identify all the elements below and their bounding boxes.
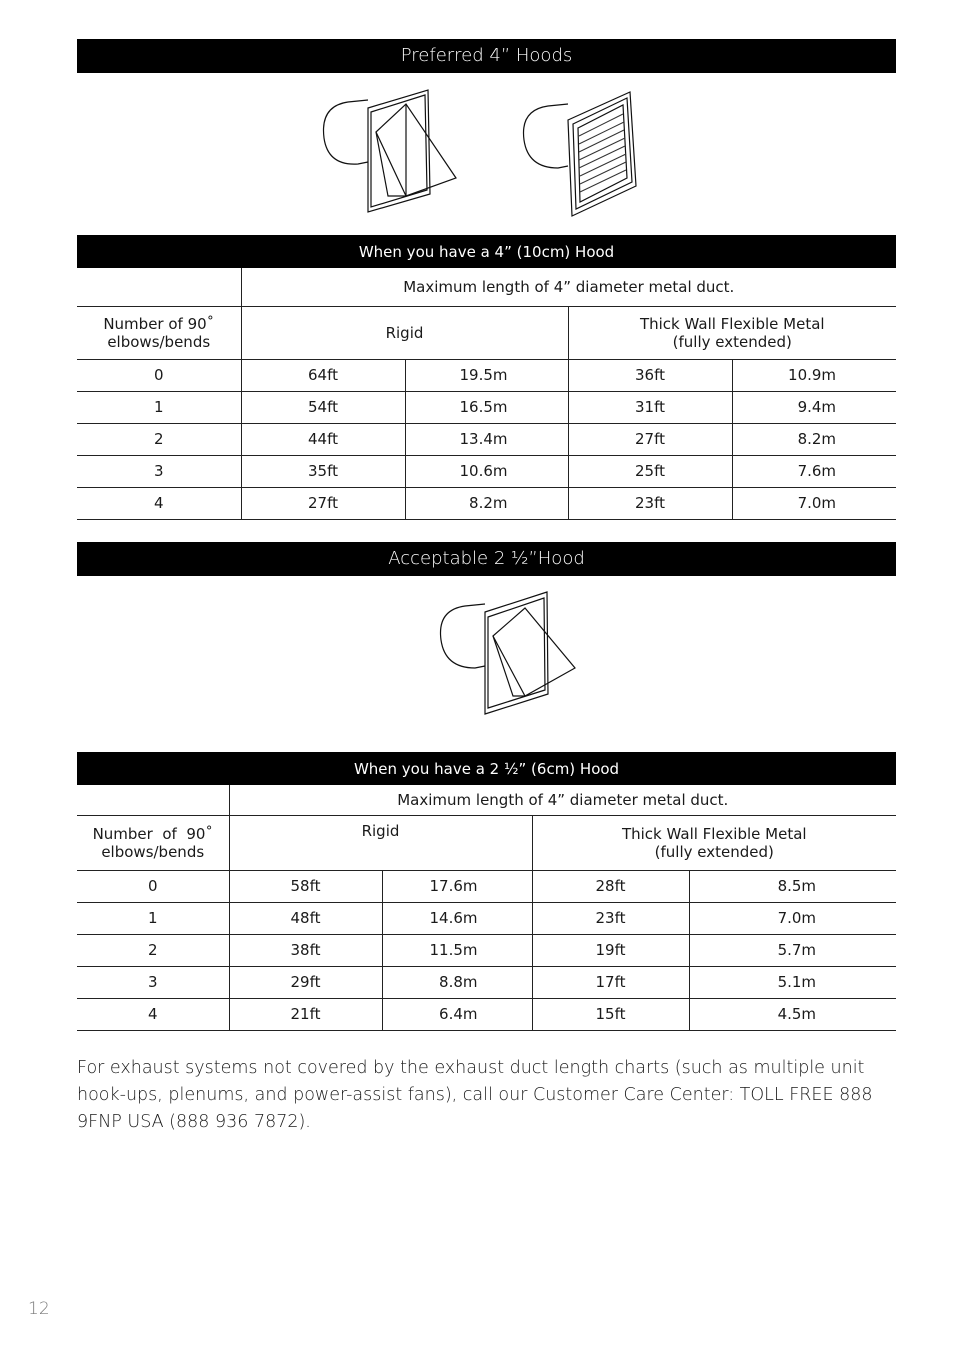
table-subheader-row — [77, 268, 896, 306]
flex-m-cell: 4.5m — [689, 998, 896, 1030]
table-title-row — [77, 235, 896, 268]
flex-m-cell: 7.6m — [732, 455, 896, 487]
table-row — [77, 423, 896, 455]
rigid-m-cell: 17.6m — [382, 870, 532, 902]
elbow-count-cell: 4 — [77, 998, 229, 1030]
flex-header: Thick Wall Flexible Metal (fully extended) — [568, 306, 896, 359]
flex-m-cell: 9.4m — [732, 391, 896, 423]
flex-ft-cell: 15ft — [532, 998, 689, 1030]
rigid-ft-cell: 27ft — [241, 487, 405, 519]
table-column-header-row — [77, 306, 896, 359]
section-header-acceptable — [77, 542, 896, 576]
rigid-ft-cell: 29ft — [229, 966, 382, 998]
flex-ft-cell: 28ft — [532, 870, 689, 902]
elbow-count-cell: 4 — [77, 487, 241, 519]
section-title: Preferred 4” Hoods — [400, 45, 573, 66]
table-title: When you have a 2 ½” (6cm) Hood — [77, 752, 896, 785]
flex-header: Thick Wall Flexible Metal (fully extended) — [532, 815, 896, 870]
table-row — [77, 359, 896, 391]
louvered-hood-illustration — [518, 90, 642, 220]
elbow-count-cell: 3 — [77, 455, 241, 487]
flex-m-cell: 8.2m — [732, 423, 896, 455]
flex-ft-cell: 23ft — [532, 902, 689, 934]
flex-m-cell: 8.5m — [689, 870, 896, 902]
max-length-header: Maximum length of 4” diameter metal duct. — [229, 785, 896, 815]
elbow-count-cell: 1 — [77, 391, 241, 423]
duct-length-table-4in — [77, 235, 896, 520]
flex-ft-cell: 31ft — [568, 391, 732, 423]
rigid-m-cell: 6.4m — [382, 998, 532, 1030]
max-length-header: Maximum length of 4” diameter metal duct. — [241, 268, 896, 306]
flex-ft-cell: 27ft — [568, 423, 732, 455]
flex-ft-cell: 25ft — [568, 455, 732, 487]
flex-m-cell: 7.0m — [732, 487, 896, 519]
table-row — [77, 902, 896, 934]
rigid-m-cell: 8.2m — [405, 487, 568, 519]
elbows-header: Number of 90˚ elbows/bends — [77, 306, 241, 359]
table-title: When you have a 4” (10cm) Hood — [77, 235, 896, 268]
rigid-m-cell: 19.5m — [405, 359, 568, 391]
rigid-header: Rigid — [229, 815, 532, 870]
elbow-count-cell: 3 — [77, 966, 229, 998]
damper-hood-illustration — [318, 88, 468, 216]
table-row — [77, 391, 896, 423]
elbow-count-cell: 2 — [77, 934, 229, 966]
rigid-m-cell: 8.8m — [382, 966, 532, 998]
table-row — [77, 455, 896, 487]
rigid-ft-cell: 64ft — [241, 359, 405, 391]
flex-m-cell: 10.9m — [732, 359, 896, 391]
rigid-ft-cell: 54ft — [241, 391, 405, 423]
table-row — [77, 487, 896, 519]
flex-ft-cell: 17ft — [532, 966, 689, 998]
rigid-ft-cell: 38ft — [229, 934, 382, 966]
elbows-header: Number of 90˚ elbows/bends — [77, 815, 229, 870]
rigid-ft-cell: 44ft — [241, 423, 405, 455]
elbow-count-cell: 1 — [77, 902, 229, 934]
section-header-preferred — [77, 39, 896, 73]
elbow-count-cell: 2 — [77, 423, 241, 455]
rigid-ft-cell: 21ft — [229, 998, 382, 1030]
rigid-ft-cell: 35ft — [241, 455, 405, 487]
flex-ft-cell: 23ft — [568, 487, 732, 519]
rigid-m-cell: 16.5m — [405, 391, 568, 423]
duct-length-table-2half-in — [77, 752, 896, 1031]
elbow-count-cell: 0 — [77, 359, 241, 391]
rigid-ft-cell: 48ft — [229, 902, 382, 934]
elbow-count-cell: 0 — [77, 870, 229, 902]
flex-m-cell: 5.1m — [689, 966, 896, 998]
flex-m-cell: 5.7m — [689, 934, 896, 966]
flex-ft-cell: 19ft — [532, 934, 689, 966]
rigid-header: Rigid — [241, 306, 568, 359]
rigid-m-cell: 10.6m — [405, 455, 568, 487]
customer-care-note: For exhaust systems not covered by the exhaust duct length charts (such as multiple unit hook-ups, plenums, and power-assist fans), call our Customer Care Center: TOLL FREE 888 9FNP USA (888 936 7872). — [77, 1058, 873, 1132]
table-column-header-row — [77, 815, 896, 870]
table-row — [77, 966, 896, 998]
table-row — [77, 934, 896, 966]
table-row — [77, 998, 896, 1030]
table-subheader-row — [77, 785, 896, 815]
small-damper-hood-illustration — [435, 590, 585, 718]
flex-ft-cell: 36ft — [568, 359, 732, 391]
flex-m-cell: 7.0m — [689, 902, 896, 934]
rigid-ft-cell: 58ft — [229, 870, 382, 902]
section-title: Acceptable 2 ½”Hood — [388, 548, 585, 569]
page-number: 12 — [28, 1299, 50, 1319]
table-title-row — [77, 752, 896, 785]
rigid-m-cell: 11.5m — [382, 934, 532, 966]
rigid-m-cell: 13.4m — [405, 423, 568, 455]
table-row — [77, 870, 896, 902]
rigid-m-cell: 14.6m — [382, 902, 532, 934]
